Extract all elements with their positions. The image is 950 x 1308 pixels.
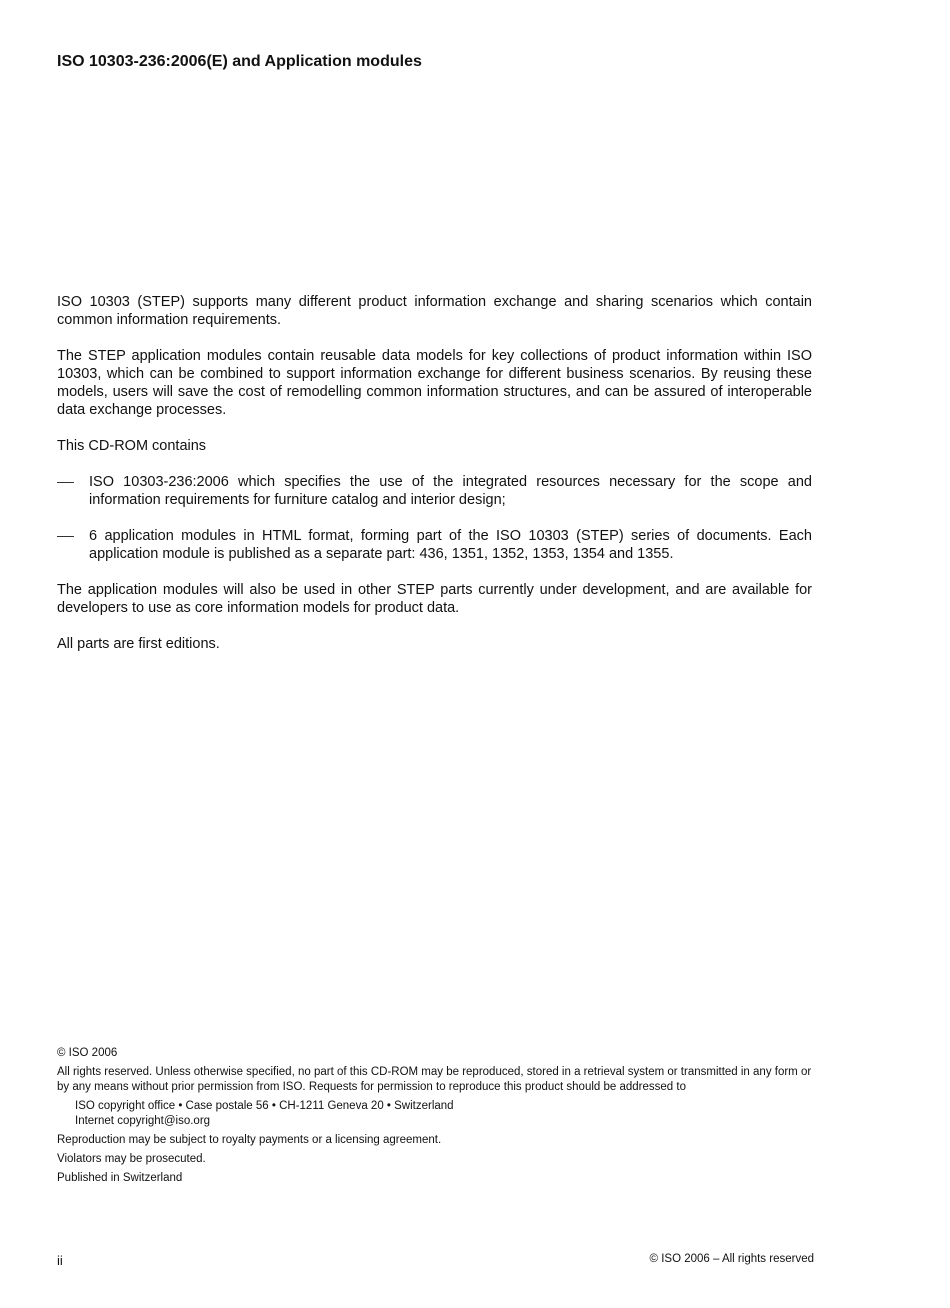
footer-rights: © ISO 2006 – All rights reserved <box>649 1253 814 1265</box>
copyright-notice <box>57 1046 817 1190</box>
copyright-address: ISO copyright office • Case postale 56 • CH-1211 Geneva 20 • Switzerland <box>75 1100 454 1112</box>
paragraph-usage: The application modules will also be used in other STEP parts currently under development, and are available for developers to use as core information models for product data. <box>57 582 812 616</box>
copyright-year: © ISO 2006 <box>57 1047 118 1059</box>
copyright-address-block <box>57 1099 817 1129</box>
copyright-rights: All rights reserved. Unless otherwise specified, no part of this CD-ROM may be reproduced, stored in a retrieval system or transmitted in any form or by any means without prior permission from ISO. Requests for permission to reproduce this product should be addressed to <box>57 1066 812 1093</box>
copyright-published: Published in Switzerland <box>57 1172 183 1184</box>
list-item-text: 6 application modules in HTML format, forming part of the ISO 10303 (STEP) series of documents. Each application module is published as a separate part: 436, 1351, 1352, 1353, 1354 and 1355. <box>89 528 812 562</box>
paragraph-intro: ISO 10303 (STEP) supports many different product information exchange and sharing scenarios which contain common information requirements. <box>57 294 812 328</box>
paragraph-editions: All parts are first editions. <box>57 636 220 652</box>
paragraph-modules: The STEP application modules contain reusable data models for key collections of product information within ISO 10303, which can be combined to support information exchange for different business scenarios. By reusing these models, users will save the cost of remodelling common information structures, and can be assured of interoperable data exchange processes. <box>57 348 812 418</box>
page-number: ii <box>57 1253 63 1268</box>
copyright-violators: Violators may be prosecuted. <box>57 1153 206 1165</box>
page-header-title: ISO 10303-236:2006(E) and Application modules <box>57 53 422 70</box>
copyright-royalty: Reproduction may be subject to royalty payments or a licensing agreement. <box>57 1134 442 1146</box>
list-item <box>57 473 812 509</box>
list-item <box>57 527 812 563</box>
paragraph-cdrom-contains: This CD-ROM contains <box>57 438 207 454</box>
main-body <box>57 293 812 671</box>
copyright-internet: Internet copyright@iso.org <box>75 1115 211 1127</box>
list-item-text: ISO 10303-236:2006 which specifies the use of the integrated resources necessary for the scope and information requirements for furniture catalog and interior design; <box>89 474 812 508</box>
